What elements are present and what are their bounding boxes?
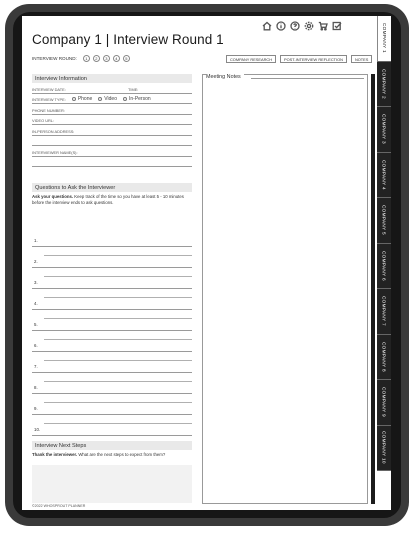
question-number: 1. bbox=[34, 238, 38, 243]
notes-button[interactable]: NOTES bbox=[351, 55, 372, 63]
help-icon[interactable] bbox=[289, 20, 300, 31]
side-tab-company-9[interactable] bbox=[377, 380, 391, 426]
page-nav-buttons bbox=[226, 55, 372, 63]
post-interview-reflection-button[interactable]: POST-INTERVIEW REFLECTION bbox=[280, 55, 347, 63]
interview-date-field[interactable] bbox=[32, 85, 192, 94]
question-10-field[interactable] bbox=[32, 427, 192, 436]
question-number: 7. bbox=[34, 364, 38, 369]
next-steps-desc-bold: Thank the interviewer. bbox=[32, 452, 78, 457]
interview-round-selector bbox=[32, 55, 130, 62]
company-tabs bbox=[377, 16, 391, 510]
side-tab-label: COMPANY 2 bbox=[381, 68, 387, 99]
address-label: IN-PERSON ADDRESS: bbox=[32, 128, 75, 134]
round-3-button[interactable]: 3 bbox=[103, 55, 110, 62]
question-number: 9. bbox=[34, 406, 38, 411]
scrollbar[interactable] bbox=[371, 74, 375, 504]
question-number: 4. bbox=[34, 301, 38, 306]
side-tab-label: COMPANY 3 bbox=[381, 114, 387, 145]
meeting-notes-area[interactable] bbox=[202, 74, 368, 504]
question-2-line-2[interactable] bbox=[44, 276, 192, 277]
round-4-button[interactable]: 4 bbox=[113, 55, 120, 62]
next-steps-heading-text: Interview Next Steps bbox=[35, 442, 87, 449]
next-steps-heading bbox=[32, 441, 192, 450]
interviewer-name-line-2[interactable] bbox=[32, 158, 192, 167]
question-1-line-2[interactable] bbox=[44, 255, 192, 256]
question-7-field[interactable] bbox=[32, 364, 192, 373]
question-5-field[interactable] bbox=[32, 322, 192, 331]
interview-info-heading bbox=[32, 74, 192, 83]
side-tab-label: COMPANY 9 bbox=[381, 387, 387, 418]
side-tab-company-3[interactable] bbox=[377, 107, 391, 153]
interview-round-label: INTERVIEW ROUND: bbox=[32, 56, 77, 61]
type-option-phone-label: Phone bbox=[77, 96, 93, 102]
question-6-line-2[interactable] bbox=[44, 360, 192, 361]
side-tab-company-10[interactable] bbox=[377, 426, 391, 472]
type-option-video[interactable] bbox=[98, 96, 117, 102]
question-8-line-2[interactable] bbox=[44, 402, 192, 403]
radio-icon bbox=[72, 97, 76, 101]
question-9-line-2[interactable] bbox=[44, 423, 192, 424]
question-number: 3. bbox=[34, 280, 38, 285]
interview-type-field bbox=[32, 95, 192, 104]
questions-heading bbox=[32, 183, 192, 192]
radio-icon bbox=[98, 97, 102, 101]
side-tab-label: COMPANY 7 bbox=[381, 296, 387, 327]
questions-description bbox=[32, 194, 192, 206]
checkbox-icon[interactable] bbox=[331, 20, 342, 31]
type-option-phone[interactable] bbox=[72, 96, 92, 102]
side-tab-label: COMPANY 6 bbox=[381, 250, 387, 281]
questions-desc-text: Keep track of the time so you have at least 5 - 10 minutes before the interview ends to ask questions. bbox=[32, 194, 184, 205]
time-label: TIME: bbox=[128, 86, 139, 92]
question-4-field[interactable] bbox=[32, 301, 192, 310]
toolbar-icons bbox=[261, 20, 342, 31]
question-1-field[interactable] bbox=[32, 238, 192, 247]
type-option-in-person[interactable] bbox=[123, 96, 151, 102]
address-field[interactable] bbox=[32, 127, 192, 136]
radio-icon bbox=[123, 97, 127, 101]
next-steps-input-area[interactable] bbox=[32, 465, 192, 503]
questions-heading-text: Questions to Ask the Interviewer bbox=[35, 184, 116, 191]
side-tab-company-8[interactable] bbox=[377, 335, 391, 381]
side-tab-company-5[interactable] bbox=[377, 198, 391, 244]
question-number: 2. bbox=[34, 259, 38, 264]
interview-type-label: INTERVIEW TYPE: bbox=[32, 96, 66, 102]
question-2-field[interactable] bbox=[32, 259, 192, 268]
address-line-2[interactable] bbox=[32, 137, 192, 146]
meeting-notes-title: Meeting Notes bbox=[206, 74, 244, 80]
question-3-line-2[interactable] bbox=[44, 297, 192, 298]
video-url-field[interactable] bbox=[32, 116, 192, 125]
type-option-video-label: Video bbox=[104, 96, 117, 102]
interviewer-name-label: INTERVIEWER NAME(S): bbox=[32, 149, 78, 155]
question-5-line-2[interactable] bbox=[44, 339, 192, 340]
side-tab-label: COMPANY 4 bbox=[381, 159, 387, 190]
company-research-button[interactable]: COMPANY RESEARCH bbox=[226, 55, 276, 63]
planner-page bbox=[22, 16, 380, 510]
round-2-button[interactable]: 2 bbox=[93, 55, 100, 62]
home-icon[interactable] bbox=[261, 20, 272, 31]
cart-icon[interactable] bbox=[317, 20, 328, 31]
question-4-line-2[interactable] bbox=[44, 318, 192, 319]
question-8-field[interactable] bbox=[32, 385, 192, 394]
questions-desc-bold: Ask your questions. bbox=[32, 194, 74, 199]
settings-icon[interactable] bbox=[303, 20, 314, 31]
next-steps-description bbox=[32, 452, 192, 458]
side-tab-company-2[interactable] bbox=[377, 62, 391, 108]
side-tab-label: COMPANY 1 bbox=[382, 23, 387, 54]
round-5-button[interactable]: 5 bbox=[123, 55, 130, 62]
question-9-field[interactable] bbox=[32, 406, 192, 415]
side-tab-label: COMPANY 5 bbox=[381, 205, 387, 236]
page-title: Company 1 | Interview Round 1 bbox=[32, 32, 224, 47]
side-tab-company-6[interactable] bbox=[377, 244, 391, 290]
notes-title-rule bbox=[251, 78, 364, 79]
side-tab-company-1[interactable] bbox=[377, 16, 391, 62]
phone-number-label: PHONE NUMBER: bbox=[32, 107, 65, 113]
question-number: 10. bbox=[34, 427, 41, 432]
phone-number-field[interactable] bbox=[32, 106, 192, 115]
side-tab-company-7[interactable] bbox=[377, 289, 391, 335]
round-1-button[interactable]: 1 bbox=[83, 55, 90, 62]
interviewer-name-field[interactable] bbox=[32, 148, 192, 157]
type-option-in-person-label: In-Person bbox=[128, 96, 151, 102]
question-3-field[interactable] bbox=[32, 280, 192, 289]
info-icon[interactable] bbox=[275, 20, 286, 31]
question-7-line-2[interactable] bbox=[44, 381, 192, 382]
interview-date-label: INTERVIEW DATE: bbox=[32, 86, 66, 92]
interview-info-heading-text: Interview Information bbox=[35, 75, 87, 82]
question-6-field[interactable] bbox=[32, 343, 192, 352]
side-tab-company-4[interactable] bbox=[377, 153, 391, 199]
side-tab-label: COMPANY 10 bbox=[381, 431, 387, 465]
question-number: 5. bbox=[34, 322, 38, 327]
side-tab-label: COMPANY 8 bbox=[381, 341, 387, 372]
video-url-label: VIDEO URL: bbox=[32, 117, 55, 123]
question-number: 6. bbox=[34, 343, 38, 348]
next-steps-desc-text: What are the next steps to expect from them? bbox=[77, 452, 166, 457]
question-number: 8. bbox=[34, 385, 38, 390]
footer-copyright: ©2022 WHOSPROUT PLANNER bbox=[32, 504, 86, 508]
